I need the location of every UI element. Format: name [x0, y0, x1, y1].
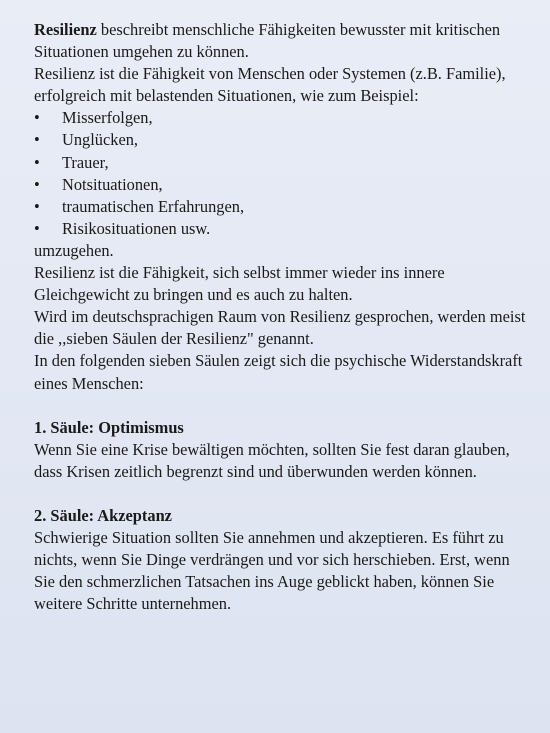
list-item-text: traumatischen Erfahrungen, [62, 196, 245, 216]
list-item [34, 107, 534, 129]
document-body [34, 19, 534, 616]
intro-term: Resilienz [34, 20, 97, 39]
list-item-text: Misserfolgen, [62, 108, 153, 128]
bullet-icon: • [34, 130, 40, 150]
section-heading-optimismus: 1. Säule: Optimismus [34, 417, 184, 437]
bullet-icon: • [34, 218, 40, 238]
bullet-icon: • [34, 196, 40, 216]
paragraph-balance: Resilienz ist die Fähigkeit, sich selbst immer wieder ins innere Gleichgewicht zu bringen und es auch zu halten. [34, 263, 445, 305]
paragraph-intro-pillars: In den folgenden sieben Säulen zeigt sich die psychische Widerstandskraft eines Menschen: [34, 351, 523, 393]
section-spacer [34, 395, 534, 417]
list-item [34, 152, 534, 174]
intro-definition [34, 19, 534, 63]
list-item [34, 129, 534, 151]
bullet-icon: • [34, 174, 40, 194]
list-item-text: Risikosituationen usw. [62, 218, 211, 238]
after-list-text: umzugehen. [34, 240, 114, 260]
paragraph-seven-pillars: Wird im deutschsprachigen Raum von Resilienz gesprochen, werden meist die ,,sieben Säulen der Resilienz" genannt. [34, 307, 526, 349]
list-item [34, 218, 534, 240]
intro-definition-text: beschreibt menschliche Fähigkeiten bewusster mit kritischen Situationen umgehen zu können. [34, 20, 501, 62]
section-heading-akzeptanz: 2. Säule: Akzeptanz [34, 506, 172, 526]
section-body-akzeptanz: Schwierige Situation sollten Sie annehmen und akzeptieren. Es führt zu nichts, wenn Sie Dinge verdrängen und vor sich herschieben. Erst, wenn Sie den schmerzlichen Tatsachen ins Auge geblickt haben, können Sie weitere Schritte unternehmen. [34, 528, 510, 614]
list-item-text: Trauer, [62, 152, 109, 172]
bullet-icon: • [34, 152, 40, 172]
list-item-text: Notsituationen, [62, 174, 163, 194]
example-list [34, 107, 534, 240]
list-item [34, 196, 534, 218]
section-spacer [34, 483, 534, 505]
list-item-text: Unglücken, [62, 130, 139, 150]
list-item [34, 174, 534, 196]
intro-line: Resilienz ist die Fähigkeit von Menschen oder Systemen (z.B. Familie), erfolgreich mit belastenden Situationen, wie zum Beispiel: [34, 64, 506, 106]
bullet-icon: • [34, 108, 40, 128]
section-body-optimismus: Wenn Sie eine Krise bewältigen möchten, sollten Sie fest daran glauben, dass Krisen zeitlich begrenzt sind und überwunden werden können. [34, 439, 510, 481]
